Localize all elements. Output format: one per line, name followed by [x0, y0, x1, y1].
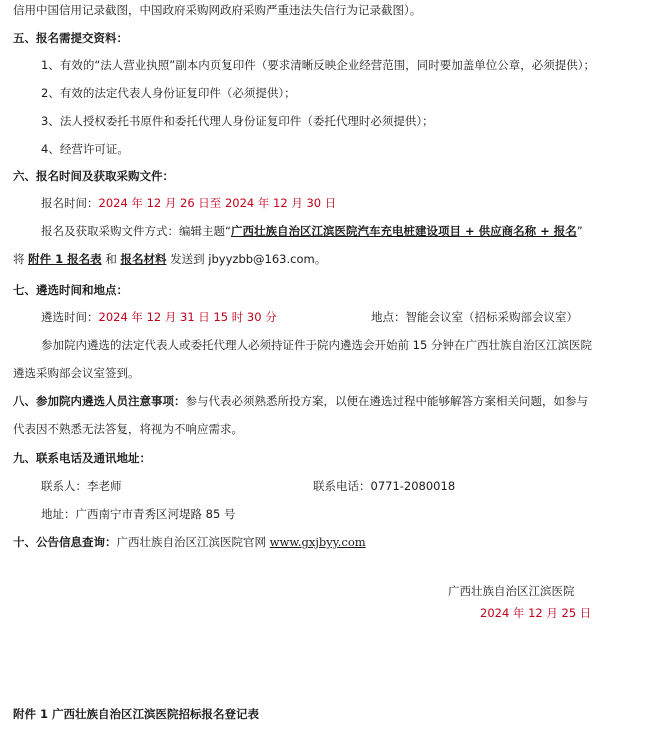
section10-heading: 十、公告信息查询：	[13, 535, 117, 549]
section6-heading: 六、报名时间及获取采购文件：	[13, 169, 174, 183]
method-suffix: ”	[576, 224, 583, 238]
attachment2-link[interactable]: 报名材料	[120, 252, 167, 266]
send-and: 和	[101, 252, 121, 266]
section8-text-line1: 参与代表必须熟悉所投方案，以便在遴选过程中能够解答方案相关问题，如参与	[185, 394, 588, 408]
send-prefix: 将	[13, 252, 29, 266]
method-prefix: 报名及获取采购文件方式：编辑主题“	[41, 224, 231, 238]
selection-time-value: 2024 年 12 月 31 日 15 时 30 分	[98, 310, 277, 324]
selection-place: 地点：智能会议室（招标采购部会议室）	[371, 310, 578, 324]
signature-org: 广西壮族自治区江滨医院	[448, 584, 575, 598]
selection-time	[41, 309, 277, 325]
section10-text: 广西壮族自治区江滨医院官网	[116, 535, 270, 549]
section8-line1	[13, 393, 588, 409]
section7-note-line1: 参加院内遴选的法定代表人或委托代理人必须持证件于院内遴选会开始前 15 分钟在广西壮族自治区江滨医院	[41, 338, 592, 352]
contact-person: 联系人：李老师	[41, 479, 122, 493]
email-subject: 广西壮族自治区江滨医院汽车充电桩建设项目 + 供应商名称 + 报名	[230, 224, 577, 238]
registration-method	[41, 223, 583, 239]
section10-line	[13, 534, 366, 550]
registration-time	[41, 195, 336, 211]
website-link[interactable]: www.gxjbyy.com	[269, 535, 366, 549]
signature-date: 2024 年 12 月 25 日	[480, 606, 592, 620]
registration-time-value: 2024 年 12 月 26 日至 2024 年 12 月 30 日	[98, 196, 337, 210]
section9-heading: 九、联系电话及通讯地址：	[13, 451, 151, 465]
attachment-title: 附件 1 广西壮族自治区江滨医院招标报名登记表	[13, 707, 260, 721]
section5-item-1: 1、有效的“法人营业执照”副本内页复印件（要求清晰反映企业经营范围，同时要加盖单位公章，必须提供）；	[41, 58, 595, 72]
section8-heading: 八、参加院内遴选人员注意事项：	[13, 394, 186, 408]
send-instruction	[13, 251, 326, 267]
attachment1-link[interactable]: 附件 1 报名表	[28, 252, 102, 266]
selection-time-label: 遴选时间：	[41, 310, 99, 324]
section7-heading: 七、遴选时间和地点：	[13, 283, 128, 297]
top-line: 信用中国信用记录截图，中国政府采购网政府采购严重违法失信行为记录截图）。	[13, 3, 422, 17]
contact-address: 地址：广西南宁市青秀区河堤路 85 号	[41, 507, 236, 521]
section5-item-3: 3、法人授权委托书原件和委托代理人身份证复印件（委托代理时必须提供）；	[41, 114, 434, 128]
section5-item-2: 2、有效的法定代表人身份证复印件（必须提供）；	[41, 86, 296, 100]
section5-item-4: 4、经营许可证。	[41, 142, 129, 156]
section8-text-line2: 代表因不熟悉无法答复，将视为不响应需求。	[13, 422, 243, 436]
section5-heading: 五、报名需提交资料：	[13, 31, 128, 45]
registration-time-label: 报名时间：	[41, 196, 99, 210]
contact-phone: 联系电话：0771-2080018	[313, 479, 456, 493]
section7-note-line2: 遴选采购部会议室签到。	[13, 366, 140, 380]
send-suffix: 发送到 jbyyzbb@163.com。	[166, 252, 327, 266]
